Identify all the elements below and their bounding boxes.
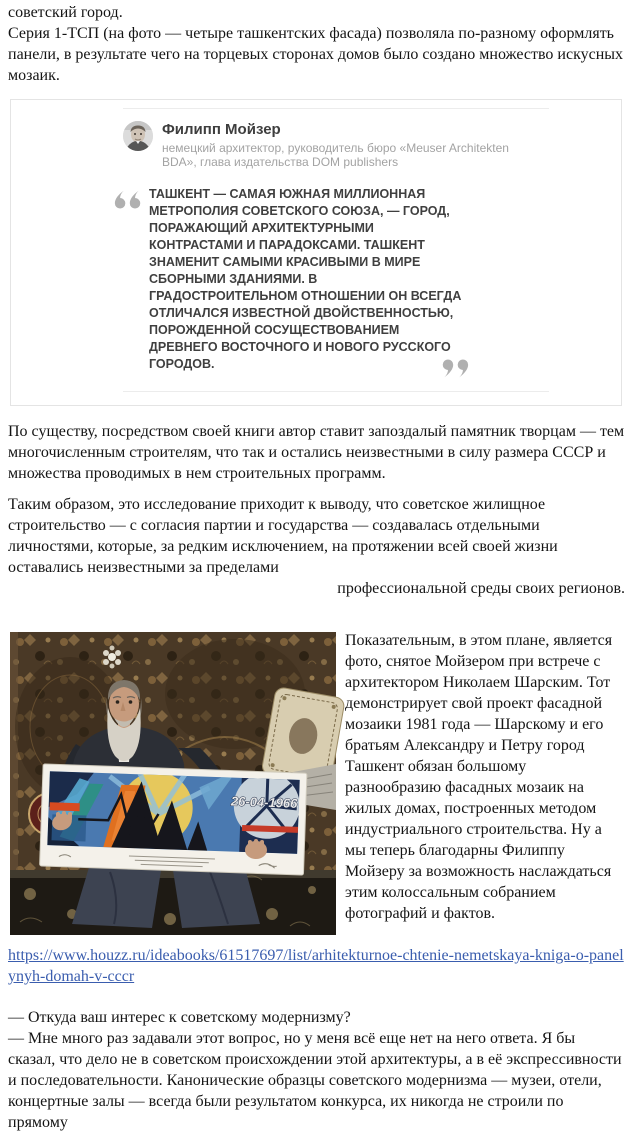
- mosaic-panel: [40, 764, 307, 875]
- quote-card-bottom-divider: [123, 391, 549, 392]
- photo-side-paragraph: Показательным, в этом плане, является фото, снятое Мойзером при встрече с архитектором Николаем Шарским. Тот демонстрирует свой проект фасадной мозаики 1981 года — Шарскому и его братьям Александру и Петру город Ташкент обязан большому разнообразию фасадных мозаик на жилых домах, построенных методом индустриального строительства. Ну а мы теперь благодарны Филиппу Мойзеру за возможность наслаждаться этим колоссальным собранием фотографий и фактов.: [345, 632, 613, 922]
- author-avatar: [123, 121, 153, 151]
- quote-card: [10, 99, 622, 406]
- paragraph-conclusion-tail: профессиональной среды своих регионов.: [337, 580, 625, 597]
- quote-text-wrap: [149, 186, 464, 379]
- intro-tail-line: советский город.: [8, 4, 123, 21]
- houzz-article-link[interactable]: https://www.houzz.ru/ideabooks/61517697/list/arhitekturnoe-chtenie-nemetskaya-kniga-o-panelynyh-domah-v-cccr: [8, 947, 624, 985]
- author-text-block: [162, 121, 510, 169]
- paragraph-conclusion: Таким образом, это исследование приходит к выводу, что советское жилищное строительство — с согласия партии и государства — создавалась отдельными личностями, которые, за редким исключением, на протяжении всей своей жизни оставались неизвестными за пределами: [8, 496, 558, 576]
- quote-block: [113, 186, 621, 379]
- author-name: Филипп Мойзер: [162, 121, 281, 138]
- interview-answer: — Мне много раз задавали этот вопрос, но у меня всё еще нет на него ответа. Я бы сказал, что дело не в советском происхождении этой архитектуры, а в её экспрессивности и последовательности. Канонические образцы советского модернизма — музеи, отели, концертные залы — всегда были результатом конкурса, их никогда не строили по прямому: [8, 1030, 622, 1131]
- intro-paragraph: Серия 1-ТСП (на фото — четыре ташкентских фасада) позволяла по-разному оформлять панели, в результате чего на торцевых сторонах домов было создано множество искусных мозаик.: [8, 25, 624, 84]
- paragraph-monument: По существу, посредством своей книги автор ставит запоздалый памятник творцам — тем многочисленным строителям, что так и остались неизвестными в силу размера СССР и множества проводимых в нем строительных программ.: [8, 423, 625, 482]
- open-quote-icon: [113, 186, 149, 379]
- architect-photo: [10, 632, 336, 935]
- interview-question: — Откуда ваш интерес к советскому модернизму?: [8, 1009, 351, 1026]
- quote-card-top-divider: [123, 108, 549, 109]
- quote-text: ТАШКЕНТ — САМАЯ ЮЖНАЯ МИЛЛИОННАЯ МЕТРОПОЛИЯ СОВЕТСКОГО СОЮЗА, — ГОРОД, ПОРАЖАЮЩИЙ АРХИТЕКТУРНЫМИ КОНТРАСТАМИ И ПАРАДОКСАМИ. ТАШКЕНТ ЗНАМЕНИТ САМЫМИ КРАСИВЫМИ В МИРЕ СБОРНЫМИ ЗДАНИЯМИ. В ГРАДОСТРОИТЕЛЬНОМ ОТНОШЕНИИ ОН ВСЕГДА ОТЛИЧАЛСЯ ИЗВЕСТНОЙ ДВОЙСТВЕННОСТЬЮ, ПОРОЖДЕННОЙ СОСУЩЕСТВОВАНИЕМ ДРЕВНЕГО ВОСТОЧНОГО И НОВОГО РУССКОГО ГОРОДОВ.: [149, 187, 462, 371]
- quote-card-author-row: [123, 121, 621, 169]
- author-description: немецкий архитектор, руководитель бюро «Meuser Architekten BDA», глава издательства DOM publishers: [162, 141, 509, 169]
- article-link-line: [8, 945, 625, 987]
- photo-and-text-section: [8, 630, 625, 987]
- author-avatar-image: [123, 121, 153, 151]
- panel-date-label: 26-04-1966: [230, 793, 298, 811]
- interview-block: [8, 987, 625, 1133]
- couch: [10, 870, 336, 935]
